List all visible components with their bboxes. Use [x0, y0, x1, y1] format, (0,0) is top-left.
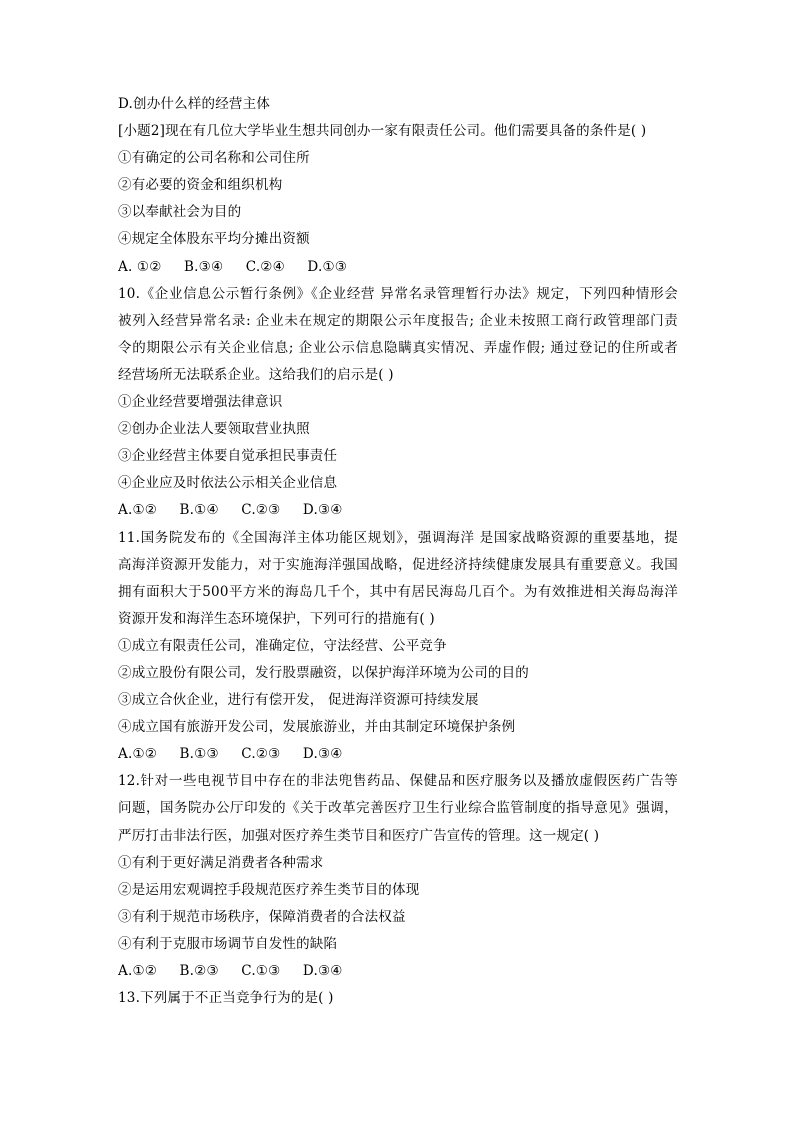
question-stem: 11.国务院发布的《全国海洋主体功能区规划》，强调海洋 是国家战略资源的重要基地，提	[118, 529, 678, 546]
question-stem: 严厉打击非法行医，加强对医疗养生类节目和医疗广告宣传的管理。这一规定( )	[118, 827, 600, 844]
question-stem: 高海洋资源开发能力，对于实施海洋强国战略，促进经济持续健康发展具有重要意义。我国	[118, 556, 678, 573]
answer-options	[118, 497, 678, 524]
question-stem: 经营场所无法联系企业。这给我们的启示是( )	[118, 366, 394, 383]
choice-statement: ②是运用宏观调控手段规范医疗养生类节目的体现	[118, 881, 420, 898]
option-c: C.①③	[241, 963, 281, 979]
choice-statement: ④企业应及时依法公示相关企业信息	[118, 475, 338, 492]
option-d: D.③④	[302, 746, 343, 763]
question-stem: 资源开发和海洋生态环境保护，下列可行的措施有( )	[118, 610, 435, 627]
question-stem: 令的期限公示有关企业信息; 企业公示信息隐瞒真实情况、弄虚作假; 通过登记的住所或者	[118, 339, 678, 356]
choice-statement: ③企业经营主体要自觉承担民事责任	[118, 448, 338, 465]
answer-options	[118, 958, 678, 985]
choice-statement: ①有确定的公司名称和公司住所	[118, 150, 310, 167]
option-d: D.①③	[307, 258, 348, 275]
option-d: D.③④	[302, 963, 343, 979]
question-stem: 13.下列属于不正当竞争行为的是( )	[118, 990, 334, 1007]
option-c: C.②④	[245, 258, 285, 275]
answer-options	[118, 741, 678, 768]
question-stem: 问题，国务院办公厅印发的《关于改革完善医疗卫生行业综合监管制度的指导意见》强调，	[118, 800, 678, 817]
choice-statement: ②创办企业法人要领取营业执照	[118, 421, 310, 438]
option-a: A.①②	[118, 502, 158, 519]
answer-options	[118, 254, 678, 281]
option-c: C.②③	[241, 502, 281, 519]
option-a: A. ①②	[118, 258, 162, 275]
choice-statement: ①企业经营要增强法律意识	[118, 394, 283, 411]
choice-statement: ②有必要的资金和组织机构	[118, 177, 283, 194]
choice-statement: ④成立国有旅游开发公司，发展旅游业，并由其制定环境保护条例	[118, 719, 516, 736]
question-stem: 拥有面积大于500平方米的海岛几千个，其中有居民海岛几百个。为有效推进相关海岛海洋	[118, 583, 678, 600]
choice-statement: ①成立有限责任公司，准确定位，守法经营、公平竞争	[118, 637, 447, 654]
choice-statement: ④规定全体股东平均分摊出资额	[118, 231, 310, 248]
option-b: B.②③	[179, 963, 219, 979]
option-b: B.①③	[179, 746, 219, 763]
option-a: A.①②	[118, 963, 158, 979]
question-stem: [小题2]现在有几位大学毕业生想共同创办一家有限责任公司。他们需要具备的条件是( )	[118, 123, 647, 140]
text-line: D.创办什么样的经营主体	[118, 96, 271, 112]
choice-statement: ②成立股份有限公司，发行股票融资，以保护海洋环境为公司的目的	[118, 664, 529, 681]
question-stem: 10.《企业信息公示暂行条例》《企业经营 异常名录管理暂行办法》规定，下列四种情形会	[118, 285, 678, 302]
choice-statement: ④有利于克服市场调节自发性的缺陷	[118, 935, 338, 952]
question-stem: 12.针对一些电视节目中存在的非法兜售药品、保健品和医疗服务以及播放虚假医药广告等	[118, 773, 678, 790]
option-c: C.②③	[241, 746, 281, 763]
choice-statement: ③有利于规范市场秩序，保障消费者的合法权益	[118, 908, 406, 925]
choice-statement: ③成立合伙企业，进行有偿开发， 促进海洋资源可持续发展	[118, 692, 479, 709]
option-a: A.①②	[118, 746, 158, 763]
option-b: B.①④	[179, 502, 219, 519]
choice-statement: ③以奉献社会为目的	[118, 204, 242, 221]
option-d: D.③④	[302, 502, 343, 519]
choice-statement: ①有利于更好满足消费者各种需求	[118, 854, 324, 871]
question-stem: 被列入经营异常名录: 企业未在规定的期限公示年度报告; 企业未按照工商行政管理部门责	[118, 312, 678, 329]
question-text-block	[118, 91, 678, 1012]
option-b: B.③④	[184, 258, 224, 275]
